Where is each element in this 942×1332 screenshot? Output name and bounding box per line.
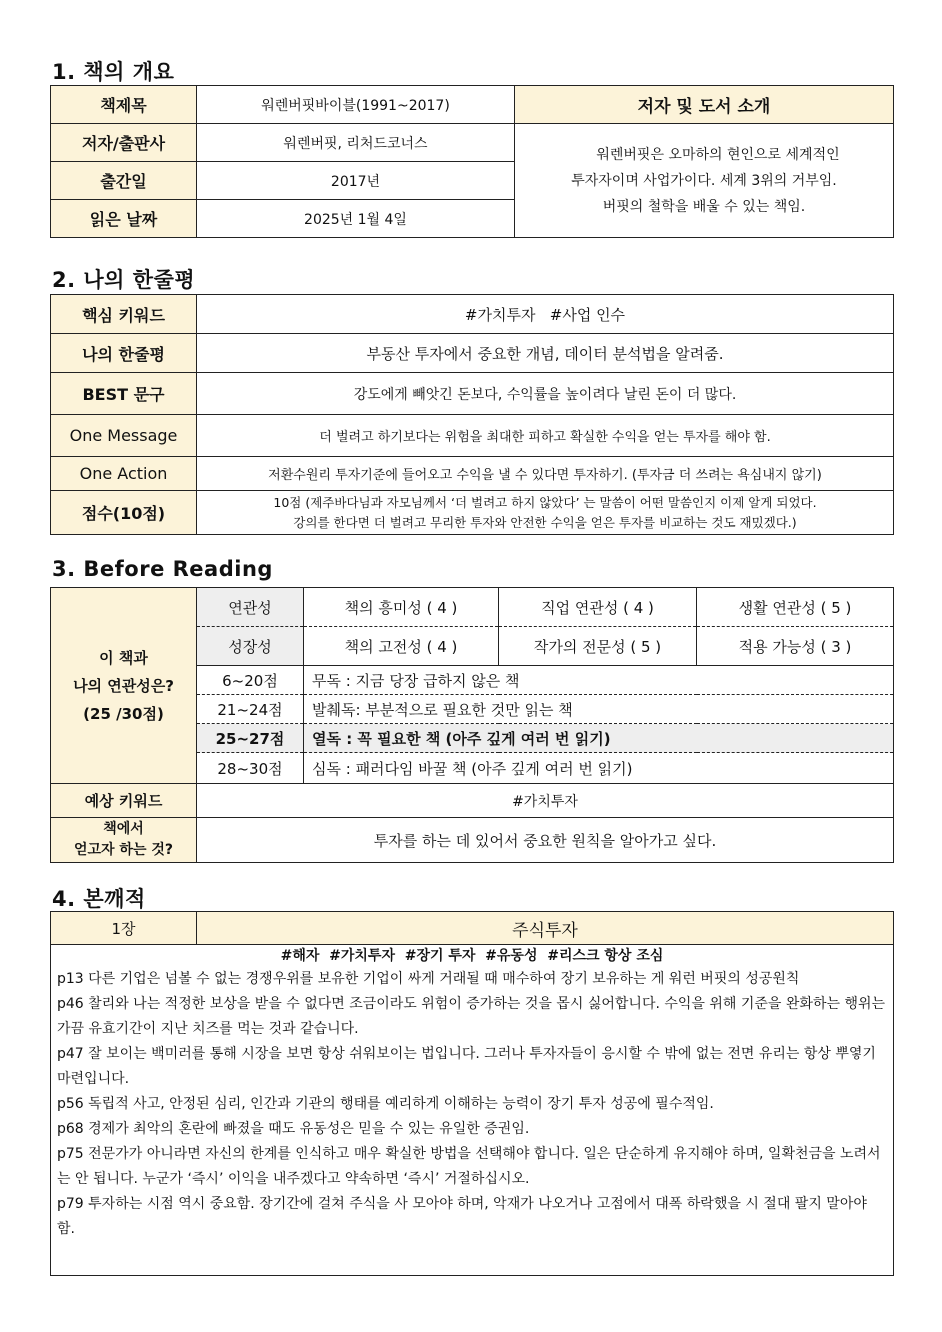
score-line: 강의를 한다면 더 벌려고 무리한 투자와 안전한 수익을 얻은 투자를 비교하는 것도 재밌겠다.) xyxy=(293,514,797,530)
chapter-keywords: #해자 #가치투자 #장기 투자 #유동성 #리스크 항상 조심 xyxy=(280,948,664,964)
intro-line: 워렌버핏은 오마하의 현인으로 세계적인 xyxy=(596,146,840,163)
score-value xyxy=(197,491,894,535)
relevance-cell xyxy=(51,588,197,784)
intro-line: 버핏의 철학을 배울 수 있는 책임. xyxy=(602,198,806,215)
note-paragraph: p46 찰리와 나는 적정한 보상을 받을 수 없다면 조금이라도 위험이 증가하는 것을 몹시 싫어합니다. 수익을 위해 기준을 완화하는 행위는 가끔 유효기간이 지난 치즈를 먹는 것과 같습니다. xyxy=(57,996,886,1037)
readdate-label: 읽은 날짜 xyxy=(51,200,197,238)
title-label: 책제목 xyxy=(51,86,197,124)
note-paragraph: p79 투자하는 시점 역시 중요함. 장기간에 걸쳐 주식을 사 모아야 하며, 악재가 나오거나 고점에서 대폭 하락했을 시 절대 팔지 말아야 함. xyxy=(57,1196,867,1237)
section3-title: 3. Before Reading xyxy=(52,557,273,581)
note-paragraph: p56 독립적 사고, 안정된 심리, 인간과 기관의 행태를 예리하게 이해하는 능력이 장기 투자 성공에 필수적임. xyxy=(57,1096,714,1112)
relevance-score: (25 /30점) xyxy=(83,704,164,723)
expected-label: 예상 키워드 xyxy=(51,784,197,818)
gain-label xyxy=(51,818,197,863)
title-value: 워렌버핏바이블(1991~2017) xyxy=(197,86,515,124)
growth-item: 적용 가능성 ( 3 ) xyxy=(697,627,894,666)
message-value: 더 벌려고 하기보다는 위험을 최대한 피하고 확실한 수익을 얻는 투자를 해야 함. xyxy=(197,415,894,457)
author-value: 워렌버핏, 리처드코너스 xyxy=(197,124,515,162)
level-desc: 발췌독: 부분적으로 필요한 것만 읽는 책 xyxy=(304,695,894,724)
chapter-title: 주식투자 xyxy=(197,912,894,945)
chapter-label: 1장 xyxy=(51,912,197,945)
action-value: 저환수원리 투자기준에 들어오고 수익을 낼 수 있다면 투자하기. (투자금 더 쓰려는 욕심내지 않기) xyxy=(197,457,894,491)
level-desc: 심독 : 패러다임 바꿀 책 (아주 깊게 여러 번 읽기) xyxy=(304,753,894,784)
level-desc-selected: 열독 : 꼭 필요한 책 (아주 깊게 여러 번 읽기) xyxy=(304,724,894,753)
gain-value: 투자를 하는 데 있어서 중요한 원칙을 알아가고 싶다. xyxy=(197,818,894,863)
review-table xyxy=(50,294,894,535)
notes-table xyxy=(50,911,894,1276)
section4-title: 4. 본깨적 xyxy=(52,887,146,911)
keyword-label: 핵심 키워드 xyxy=(51,295,197,334)
notes-body xyxy=(51,945,894,1276)
note-paragraph: p75 전문가가 아니라면 자신의 한계를 인식하고 매우 확실한 방법을 선택해야 합니다. 일은 단순하게 유지해야 하며, 일확천금을 노려서는 안 됩니다. 누군가 ‘즉시’ 이익을 내주겠다고 약속하면 ‘즉시’ 거절하십시오. xyxy=(57,1146,881,1187)
level-range: 6~20점 xyxy=(197,666,304,695)
growth-label: 성장성 xyxy=(197,627,304,666)
rel-label: 연관성 xyxy=(197,588,304,627)
intro-line: 투자자이며 사업가이다. 세계 3위의 거부임. xyxy=(571,172,837,189)
section1-title: 1. 책의 개요 xyxy=(52,60,175,84)
best-label: BEST 문구 xyxy=(51,373,197,415)
section2-title: 2. 나의 한줄평 xyxy=(52,268,196,292)
expected-value: #가치투자 xyxy=(197,784,894,818)
score-line: 10점 (제주바다님과 자모님께서 ‘더 벌려고 하지 않았다’ 는 말씀이 어떤 말씀인지 이제 알게 되었다. xyxy=(273,494,817,510)
pubdate-value: 2017년 xyxy=(197,162,515,200)
best-value: 강도에게 빼앗긴 돈보다, 수익률을 높이려다 날린 돈이 더 많다. xyxy=(197,373,894,415)
overview-table xyxy=(50,85,894,238)
rel-item: 생활 연관성 ( 5 ) xyxy=(697,588,894,627)
oneline-value: 부동산 투자에서 중요한 개념, 데이터 분석법을 알려줌. xyxy=(197,334,894,373)
level-range: 28~30점 xyxy=(197,753,304,784)
level-range-selected: 25~27점 xyxy=(197,724,304,753)
pubdate-label: 출간일 xyxy=(51,162,197,200)
growth-item: 작가의 전문성 ( 5 ) xyxy=(499,627,697,666)
rel-item: 직업 연관성 ( 4 ) xyxy=(499,588,697,627)
readdate-value: 2025년 1월 4일 xyxy=(197,200,515,238)
gain-label-line: 책에서 xyxy=(103,821,144,837)
relevance-line: 나의 연관성은? xyxy=(73,676,174,695)
relevance-line: 이 책과 xyxy=(99,648,148,667)
gain-label-line: 얻고자 하는 것? xyxy=(73,842,173,858)
growth-item: 책의 고전성 ( 4 ) xyxy=(304,627,499,666)
intro-text xyxy=(515,124,894,238)
rel-item: 책의 흥미성 ( 4 ) xyxy=(304,588,499,627)
oneline-label: 나의 한줄평 xyxy=(51,334,197,373)
level-desc: 무독 : 지금 당장 급하지 않은 책 xyxy=(304,666,894,695)
score-label: 점수(10점) xyxy=(51,491,197,535)
before-reading-table xyxy=(50,587,894,863)
author-label: 저자/출판사 xyxy=(51,124,197,162)
note-paragraph: p68 경제가 최악의 혼란에 빠졌을 때도 유동성은 믿을 수 있는 유일한 증권임. xyxy=(57,1121,530,1137)
message-label: One Message xyxy=(51,415,197,457)
action-label: One Action xyxy=(51,457,197,491)
keyword-value: #가치투자 #사업 인수 xyxy=(197,295,894,334)
note-paragraph: p13 다른 기업은 넘볼 수 없는 경쟁우위를 보유한 기업이 싸게 거래될 때 매수하여 장기 보유하는 게 워런 버핏의 성공원칙 xyxy=(57,971,800,987)
intro-header: 저자 및 도서 소개 xyxy=(515,86,894,124)
level-range: 21~24점 xyxy=(197,695,304,724)
note-paragraph: p47 잘 보이는 백미러를 통해 시장을 보면 항상 쉬워보이는 법입니다. 그러나 투자자들이 응시할 수 밖에 없는 전면 유리는 항상 뿌옇기 마련입니다. xyxy=(57,1046,876,1087)
